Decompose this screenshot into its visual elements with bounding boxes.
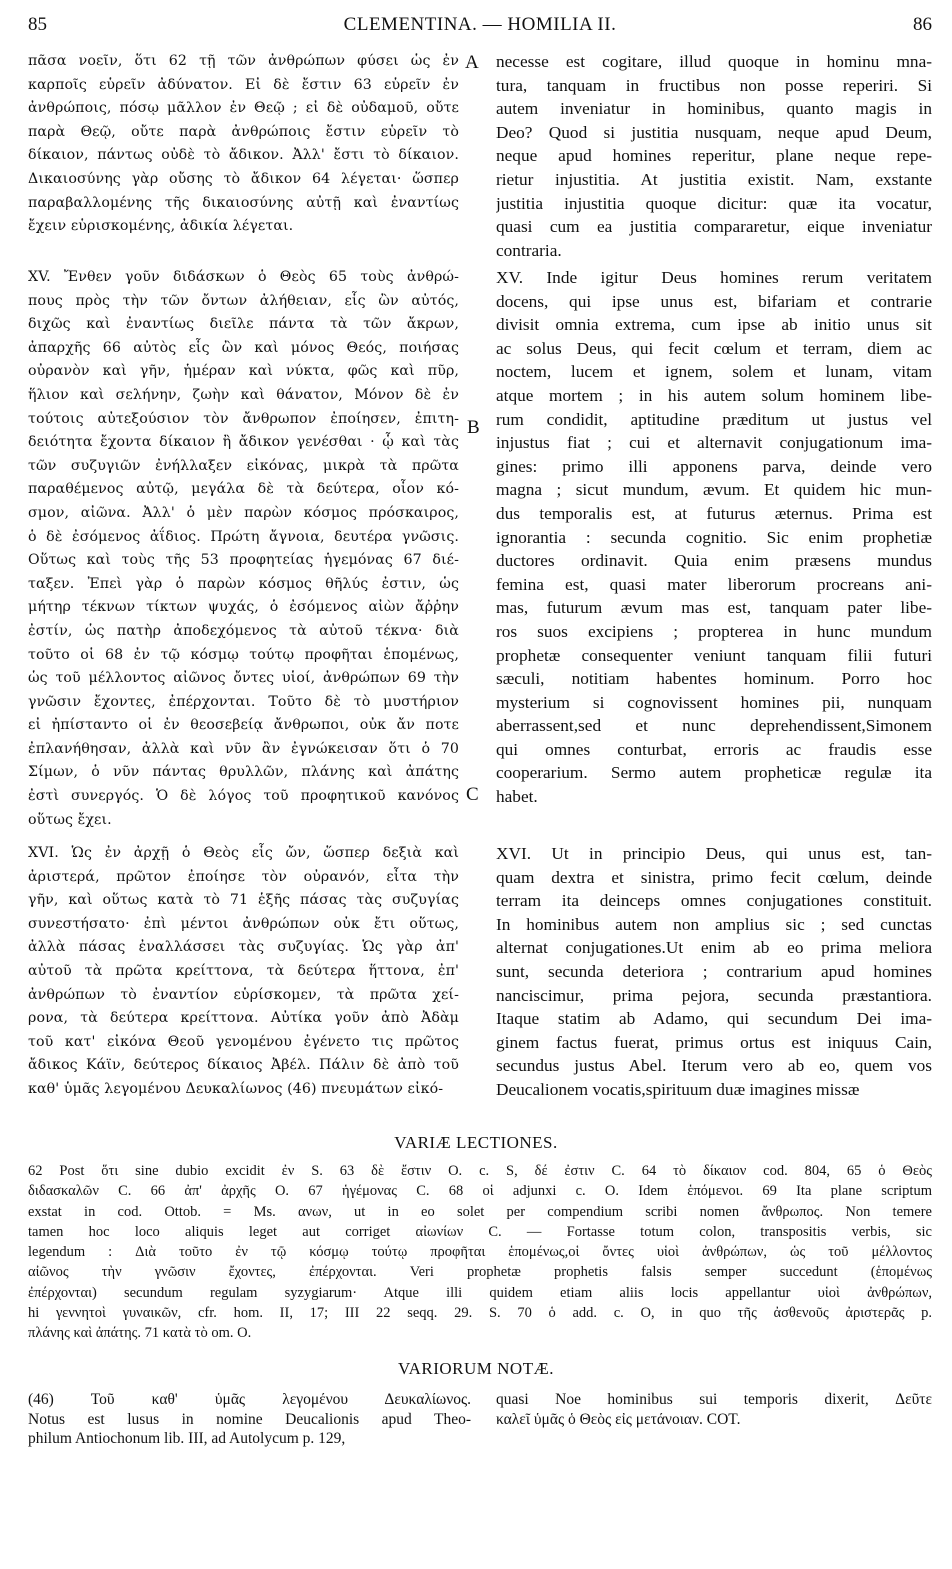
greek-text-line: ἐπλανήθησαν, ἀλλὰ καὶ νῦν ἂν ἐγνώκεισαν ὅτι ὁ 70 [28,740,459,757]
latin-text-line: atque mortem ; in his autem solum hominem libe- [496,385,932,405]
latin-text-line: femina est, quasi mater liberorum procreans ani- [496,574,932,594]
note-line: (46) Τοῦ καθ' ὑμᾶς λεγομένου Δευκαλίωνος. [28,1391,471,1408]
latin-text-line: ginem factus fuerat, primus ortus est iniquus Cain, [496,1032,932,1052]
notae-left-column [28,1390,471,1449]
note-line: philum Antiochonum lib. III, ad Autolycum p. 129, [28,1430,346,1447]
greek-text-line: σμον, αἰῶνα. Ἀλλ' ὁ μὲν παρὼν κόσμος πρόσκαιρος, [28,504,459,521]
variant-reading-line: 62 Post ὅτι sine dubio excidit ἐν S. 63 δὲ ἔστιν O. c. S, δέ ἐστιν C. 64 τὸ δίκαιον cod. 804, 65 ὁ Θεὸς [28,1163,932,1179]
latin-text-line: necesse est cogitare, illud quoque in hominu mna- [496,52,932,71]
greek-text-line: γῆν, καὶ οὕτως κατὰ τὸ 71 ἑξῆς πάσας τὰς συζυγίας [28,892,459,909]
margin-marker-a: A [465,52,479,73]
latin-text-line: Deo? Quod si justitia nusquam, neque apud Deum, [496,122,932,142]
greek-text-line: XV. Ἔνθεν γοῦν διδάσκων ὁ Θεὸς 65 τοὺς ἀνθρώ- [28,269,459,285]
greek-text-line: δίκαιον, πάντως οὐδὲ τὸ ἄδικον. Ἀλλ' ἔστι τὸ δίκαιον. [28,147,459,164]
variant-reading-line: exstat in cod. Ottob. = Ms. ανων, ut in eo solet per compendium scribi nomen ἄνθρωπος. Non temere [28,1203,932,1220]
greek-text-line: ἀριστερά, πρῶτον ἐποίησε τὸν οὐρανόν, εἶτα τὴν [28,868,459,885]
latin-text-line: cooperarium. Sermo autem propheticæ regulæ ita [496,763,932,783]
latin-text-line: ac solus Deus, qui fecit cœlum et terram, diem ac [496,338,932,358]
latin-text-line: magna ; sicut mundum, ævum. Et quidem hic mun- [496,480,932,500]
note-line: quasi Noe hominibus sui temporis dixerit, Δεῦτε [496,1391,932,1408]
greek-text-line: ἐστίν, ὡς πατὴρ ἀποδεχόμενος τὰ αὐτοῦ τέκνα· διὰ [28,622,459,639]
greek-text-line: Δικαιοσύνης γὰρ οὔσης τὸ ἄδικον 64 λέγεται· ὥσπερ [28,170,459,187]
latin-text-line: dus temporalis est, at futurus æternus. Prima est [496,503,932,523]
greek-text-line: διχῶς καὶ ἐναντίως διεῖλε πάντα τὰ τῶν ἄκρων, [28,316,459,333]
latin-text-line: Itaque statim ab Adamo, qui secundum Dei ima- [496,1009,932,1029]
latin-text-line: contraria. [496,240,562,260]
variant-reading-line: πλάνης καὶ ἀπάτης. 71 κατὰ τὸ om. O. [28,1325,252,1342]
greek-text-line: ἄδικος Κάϊν, δεύτερος δίκαιος Ἀβέλ. Πάλιν δὲ ἀπὸ τοῦ [28,1057,459,1074]
greek-text-line: τῶν συζυγιῶν ἐνήλλαξεν εἰκόνας, μικρὰ τὰ πρῶτα [28,457,459,474]
note-line: Notus est lusus in nomine Deucalionis apud Theo- [28,1410,471,1428]
greek-text-line: καθ' ὑμᾶς λεγομένου Δευκαλίωνος (46) πνευμάτων εἰκό- [28,1080,444,1097]
greek-text-line: ἀπαρχῆς 66 αὐτὸς εἷς ὢν καὶ μόνος Θεός, ποιήσας [28,339,459,356]
greek-text-line: XVI. Ὡς ἐν ἀρχῇ ὁ Θεὸς εἷς ὤν, ὥσπερ δεξιὰ καὶ [28,845,459,861]
greek-text-line: αὐτοῦ τὰ πρῶτα κρείττονα, τὰ δεύτερα ἥττονα, ἐπ' [28,962,459,979]
latin-text-line: mysterium si cognovissent homines pii, nunquam [496,692,932,712]
greek-column-section-1 [28,50,459,239]
variant-reading-line: hi γεννητοὶ γυναικῶν, cfr. hom. II, 17; III 22 seqq. 29. S. 70 ὁ add. c. O, in quo τῆς ἀσθενοῦς ἀριστερᾶς p. [28,1305,932,1322]
margin-marker-b: B [467,417,480,438]
page-number-right: 86 [913,14,932,35]
greek-text-line: πους πρὸς τὴν τῶν ὄντων ἀλήθειαν, εἷς ὢν αὐτός, [28,292,459,309]
latin-column-section-1 [496,50,932,262]
greek-text-line: τοῦ κατ' εἰκόνα Θεοῦ γενομένου ἐγένετο τις πρῶτος [28,1033,459,1050]
latin-text-line: docens, qui ipse unus est, bifariam et contrarie [496,291,932,311]
greek-text-line: συνεστήσατο· ἐπὶ μέντοι ἀνθρώπων οὐκ ἔτι οὕτως, [28,915,459,932]
latin-column-section-3 [496,842,932,1102]
greek-text-line: οὕτως ἔχει. [28,811,112,828]
greek-text-line: παραβαλλομένης τῆς δικαιοσύνης αὐτῇ καὶ ἐναντίως [28,194,459,211]
greek-text-line: γνῶσιν ἔχοντες, ἐπέρχονται. Τοῦτο δὲ τὸ μυστήριον [28,693,459,710]
greek-text-line: πᾶσα νοεῖν, ὅτι 62 τῇ τῶν ἀνθρώπων φύσει ὡς ἐν [28,53,459,69]
latin-text-line: rum condidit, aptitudine præditum ut justus vel [496,409,932,429]
greek-text-line: ἀνθρώπων τὸ ἐναντίον εὑρίσκομεν, τὰ πρῶτα χεί- [28,986,459,1003]
latin-text-line: habet. [496,787,538,807]
latin-text-line: quasi cum ea justitia compararetur, eique inveniatur [496,217,932,237]
greek-text-line: εἰ ἠπίσταντο οἱ ἐν θεοσεβείᾳ ἄνθρωποι, οὐκ ἄν ποτε [28,717,459,734]
latin-text-line: tura, tanquam in fructibus non posse reperiri. Si [496,75,932,95]
greek-text-line: ἀλλὰ πάσας ἐναλλάσσει τὰς συζυγίας. Ὡς γὰρ ἀπ' [28,939,459,956]
variorum-notae-heading: VARIORUM NOTÆ. [398,1359,554,1378]
greek-text-line: ὁ δὲ ἐσόμενος ἀΐδιος. Πρώτη ἄγνοια, δευτέρα γνῶσις. [28,528,459,545]
latin-text-line: rietur injustitia. At justitia existit. Nam, exstante [496,169,932,189]
greek-text-line: ἐστὶ συνεργός. Ὁ δὲ λόγος τοῦ προφητικοῦ κανόνος [28,788,459,805]
greek-column-section-2 [28,266,459,832]
greek-text-line: οὐρανὸν καὶ γῆν, ἡμέραν καὶ νύκτα, φῶς καὶ πῦρ, [28,363,459,380]
latin-text-line: sunt, secunda deteriora ; contrarium apud homines [496,961,932,981]
latin-text-line: Deucalionem vocatis,spirituum duæ imagines missæ [496,1079,860,1099]
greek-text-line: ἔχειν εὑρισκομένης, ἀδικία λέγεται. [28,218,294,235]
greek-text-line: Σίμων, ὁ νῦν πάντας θρυλλῶν, πλάνης καὶ ἀπάτης [28,764,459,781]
latin-text-line: autem inveniatur in hominibus, quanto magis in [496,99,932,119]
variant-reading-line: legendum : Διὰ τοῦτο ἐν τῷ κόσμῳ τούτῳ προφῆται ἑπομένως,οἱ ὄντες υἱοὶ ἀνθρώπων, ὡς τοῦ μέλλοντος [28,1244,932,1261]
greek-text-line: τοῦτο οἱ 68 ἐν τῷ κόσμῳ τούτῳ προφῆται ἑπομένως, [28,646,459,663]
greek-text-line: ἀνθρώποις, πόσῳ μᾶλλον ἐν Θεῷ ; εἰ δὲ οὐδαμοῦ, οὔτε [28,100,459,117]
variae-lectiones-heading: VARIÆ LECTIONES. [394,1133,558,1152]
latin-text-line: neque apud homines reperitur, plane neque repe- [496,146,932,166]
greek-text-line: παραθέμενος αὐτῷ, μεγάλα δὲ τὰ δεύτερα, οἷον κό- [28,481,459,498]
latin-text-line: injustus fiat ; cui et alternavit conjugationum ima- [496,433,932,453]
greek-text-line: παρὰ Θεῷ, οὔτε παρὰ ἀνθρώποις ἔστιν εὑρεῖν τὸ [28,123,459,140]
latin-text-line: justitia injustitia quoque dicitur: quæ ita vocatur, [496,193,932,213]
latin-text-line: nanciscimur, prima pejora, secunda præstantiora. [496,985,932,1005]
running-title: CLEMENTINA. — HOMILIA II. [343,14,617,35]
latin-text-line: gines: primo illi apponens parva, deinde vero [496,456,932,476]
variant-reading-line: διδασκαλῶν C. 66 ἀπ' ἀρχῆς O. 67 ἡγέμονας C. 68 oἱ adjunxi c. O. Idem ἑπόμενοι. 69 Ita plane scriptum [28,1183,932,1200]
variant-reading-line: ἐπέρχονται) secundum regulam syzygiarum· Atque illi quidem etiam aliis locis appellantur υἱοὶ ἀνθρώπων, [28,1284,932,1301]
greek-text-line: Οὕτως καὶ τοὺς τῆς 53 προφητείας ἡγεμόνας 67 διέ- [28,552,459,569]
variae-lectiones-apparatus [28,1161,932,1344]
latin-text-line: mas, futurum ævum mas est, tanquam pater libe- [496,598,932,618]
latin-text-line: XV. Inde igitur Deus homines rerum veritatem [496,268,932,287]
latin-text-line: ignorantia : secunda cognitio. Sic enim prophetiæ [496,527,932,547]
greek-text-line: ἥλιον καὶ σελήνην, ζωὴν καὶ θάνατον, Μόνον δὲ ἐν [28,386,459,403]
latin-text-line: aberrassent,sed et nunc deprehendissent,Simonem [496,716,932,736]
latin-text-line: noctem, lucem et ignem, solem et lunam, vitam [496,362,932,382]
greek-text-line: μήτηρ τέκνων τίκτων ψυχάς, ὁ ἐσόμενος αἰὼν ἄῤῥην [28,599,459,616]
greek-column-section-3 [28,842,459,1102]
latin-text-line: secundus justus Abel. Iterum vero ab eo, quem vos [496,1056,932,1076]
latin-text-line: terram ita deinceps omnes conjugationes constituit. [496,891,932,911]
notae-right-column [496,1390,932,1429]
latin-text-line: XVI. Ut in principio Deus, qui unus est, tan- [496,844,932,863]
latin-text-line: prophetæ consequenter veniunt tanquam filii futuri [496,645,932,665]
latin-text-line: In hominibus autem non amplius sic ; sed cunctas [496,914,932,934]
latin-text-line: divisit omnia extrema, cum ipse ab initio unus sit [496,315,932,335]
latin-column-section-2 [496,266,932,809]
note-line: καλεῖ ὑμᾶς ὁ Θεὸς εἰς μετάνοιαν. COT. [496,1410,741,1428]
latin-text-line: sæculi, notitiam habentes hominum. Porro hoc [496,669,932,689]
margin-marker-c: C [466,784,479,805]
page-number-left: 85 [28,14,47,35]
greek-text-line: καρποῖς εὑρεῖν ἀδύνατον. Εἰ δὲ ἔστιν 63 εὑρεῖν ἐν [28,76,459,93]
latin-text-line: alternat conjugationes.Ut enim ab eo prima meliora [496,938,932,958]
variant-reading-line: αἰῶνος τὴν γνῶσιν ἔχοντες, ἐπέρχονται. Veri prophetæ prophetis falsis semper succedunt (ἑπομένως [28,1264,932,1281]
variant-reading-line: tamen hoc loco aliquis leget aut corriget αἰωνίων C. — Fortasse totum colon, transpositis verbis, sic [28,1223,932,1240]
latin-text-line: quam dextra et sinistra, primo fecit cœlum, deinde [496,867,932,887]
latin-text-line: ros suos excipiens ; propterea in hunc mundum [496,621,932,641]
latin-text-line: ductores ordinavit. Quia enim præsens mundus [496,551,932,571]
greek-text-line: τούτοις αὐτεξούσιον τὸν ἄνθρωπον ἐποίησεν, ἐπιτη- [28,410,459,427]
greek-text-line: ὡς τοῦ μέλλοντος αἰῶνος ὄντες υἱοί, ἀνθρώπων 69 τὴν [28,670,459,687]
greek-text-line: ρονα, τὰ δεύτερα κρείττονα. Αὐτίκα γοῦν ἀπὸ Ἀδὰμ [28,1010,459,1027]
latin-text-line: qui omnes conturbat, erroris ac fraudis esse [496,739,932,759]
running-header [28,14,932,44]
greek-text-line: δειότητα ἔχοντα δίκαιον ἢ ἄδικον γενέσθαι · ᾧ καὶ τὰς [28,434,459,451]
greek-text-line: ταξεν. Ἐπεὶ γὰρ ὁ παρὼν κόσμος θῆλύς ἐστιν, ὡς [28,575,459,592]
